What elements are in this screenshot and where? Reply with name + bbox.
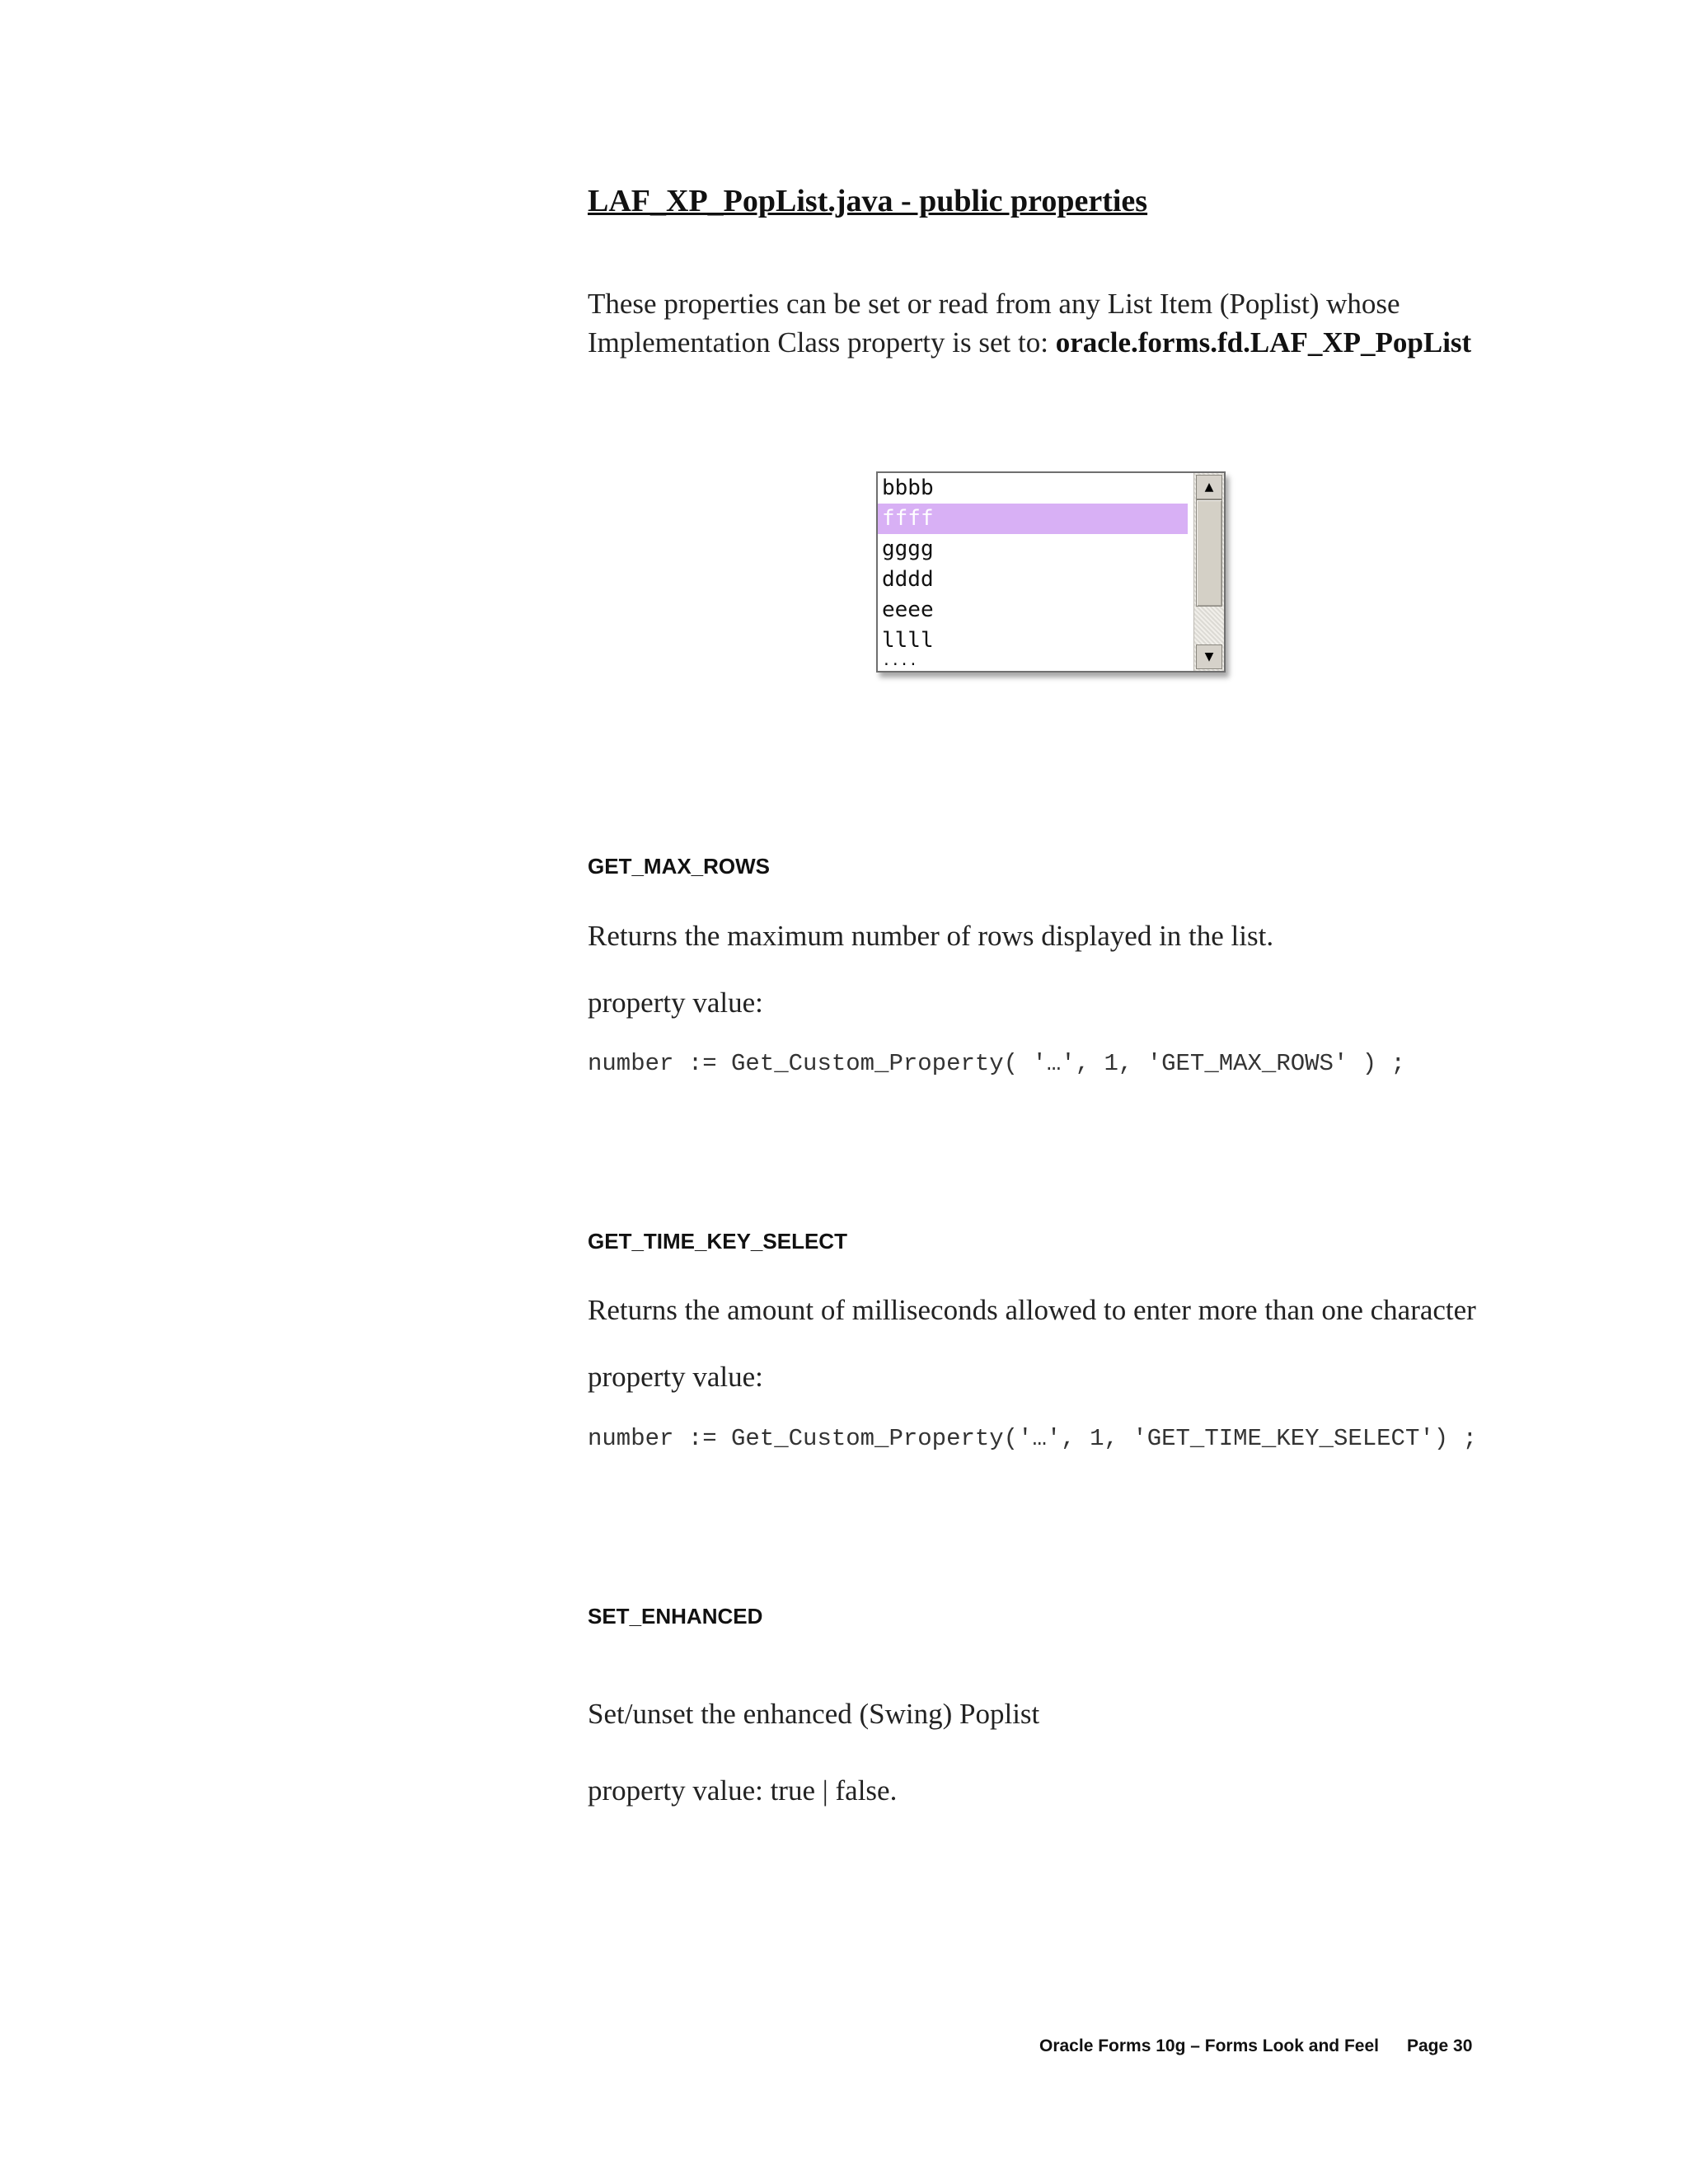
section-heading-set-enhanced: SET_ENHANCED: [588, 1604, 763, 1629]
property-value-label: property value: true | false.: [588, 1774, 898, 1807]
section-description: Returns the maximum number of rows displayed in the list.: [588, 920, 1274, 952]
intro-paragraph: [588, 284, 1544, 362]
property-value-label: property value:: [588, 1361, 763, 1393]
intro-text: These properties can be set or read from any List Item (Poplist) whose Implementation Class property is set to:: [588, 288, 1400, 359]
list-item-selected[interactable]: ffff: [878, 504, 1188, 534]
list-item[interactable]: gggg: [882, 537, 934, 561]
page-title: LAF_XP_PopList.java - public properties: [588, 184, 1148, 218]
section-heading-get-time-key-select: GET_TIME_KEY_SELECT: [588, 1229, 847, 1254]
scrollbar-thumb[interactable]: [1196, 499, 1222, 607]
scroll-down-arrow-icon[interactable]: ▼: [1196, 644, 1222, 669]
poplist-scrollbar[interactable]: [1193, 473, 1224, 671]
code-sample: number := Get_Custom_Property('…', 1, 'GET_TIME_KEY_SELECT') ;: [588, 1425, 1477, 1452]
list-item[interactable]: ....: [882, 656, 918, 669]
list-item[interactable]: dddd: [882, 567, 934, 592]
footer-page-number: Page 30: [1407, 2036, 1473, 2055]
list-item[interactable]: bbbb: [882, 476, 934, 500]
footer-document-title: Oracle Forms 10g – Forms Look and Feel: [1039, 2036, 1379, 2055]
poplist-screenshot: [876, 471, 1226, 673]
implementation-class-name: oracle.forms.fd.LAF_XP_PopList: [1055, 326, 1472, 359]
property-value-label: property value:: [588, 987, 763, 1019]
scroll-up-arrow-icon[interactable]: ▲: [1196, 475, 1222, 499]
section-description: Returns the amount of milliseconds allowed to enter more than one character: [588, 1294, 1476, 1326]
section-description: Set/unset the enhanced (Swing) Poplist: [588, 1698, 1040, 1730]
poplist-items: [878, 473, 1188, 671]
list-item[interactable]: llll: [882, 628, 934, 653]
list-item[interactable]: eeee: [882, 598, 934, 622]
code-sample: number := Get_Custom_Property( '…', 1, 'GET_MAX_ROWS' ) ;: [588, 1050, 1405, 1077]
section-heading-get-max-rows: GET_MAX_ROWS: [588, 854, 771, 879]
